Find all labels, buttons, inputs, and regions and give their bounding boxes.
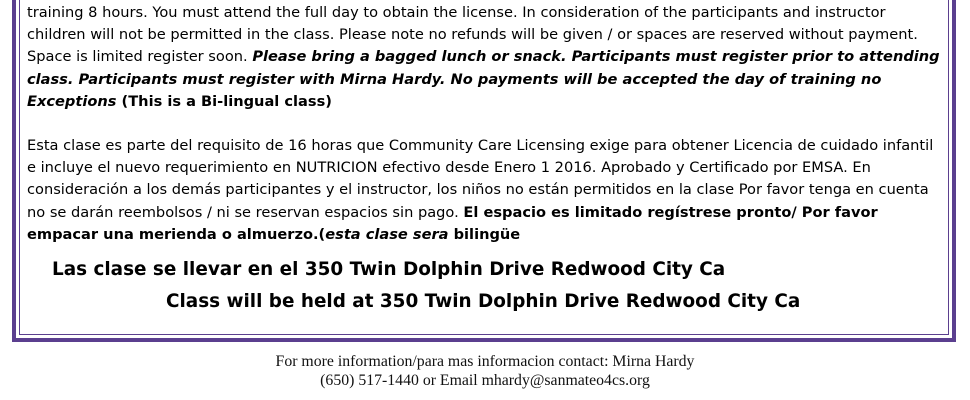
bilingual-note: (This is a Bi-lingual class) <box>116 92 332 110</box>
location-english: Class will be held at 350 Twin Dolphin Drive Redwood City Ca <box>166 291 801 312</box>
spanish-emphasis: El espacio es limitado regístrese pronto/ Por favor empacar una merienda o almuerzo.( <box>27 203 878 243</box>
footer-contact-line: For more information/para mas informacion contact: Mirna Hardy <box>275 353 695 370</box>
spanish-paragraph <box>27 135 942 246</box>
content-area <box>27 2 942 246</box>
bordered-info-box <box>12 0 956 342</box>
english-text: training 8 hours. You must attend the full day to obtain the license. In consideration of the participants and instructor children will not be permitted in the class. Please note no refunds will be given / or spaces are reserved without payment. Space is limited register soon. <box>27 4 918 66</box>
spanish-bilingual: bilingüe <box>448 225 521 243</box>
location-spanish: Las clase se llevar en el 350 Twin Dolphin Drive Redwood City Ca <box>52 259 726 280</box>
english-emphasis: Please bring a bagged lunch or snack. Participants must register prior to attending class. Participants must register with Mirna Hardy. No payments will be accepted the day of training no Exceptions <box>27 48 940 110</box>
footer-phone-email-line: (650) 517-1440 or Email mhardy@sanmateo4cs.org <box>320 372 650 389</box>
spanish-italic-note: esta clase sera <box>325 225 449 243</box>
english-paragraph <box>27 2 942 113</box>
spanish-text: Esta clase es parte del requisito de 16 horas que Community Care Licensing exige para obtener Licencia de cuidado infantil e incluye el nuevo requerimiento en NUTRICION efectivo desde Enero 1 2016. Aprobado y Certificado por EMSA. En consideración a los demás participantes y el instructor, los niños no están permitidos en la clase Por favor tenga en cuenta no se darán reembolsos / ni se reservan espacios sin pago. <box>27 137 934 221</box>
